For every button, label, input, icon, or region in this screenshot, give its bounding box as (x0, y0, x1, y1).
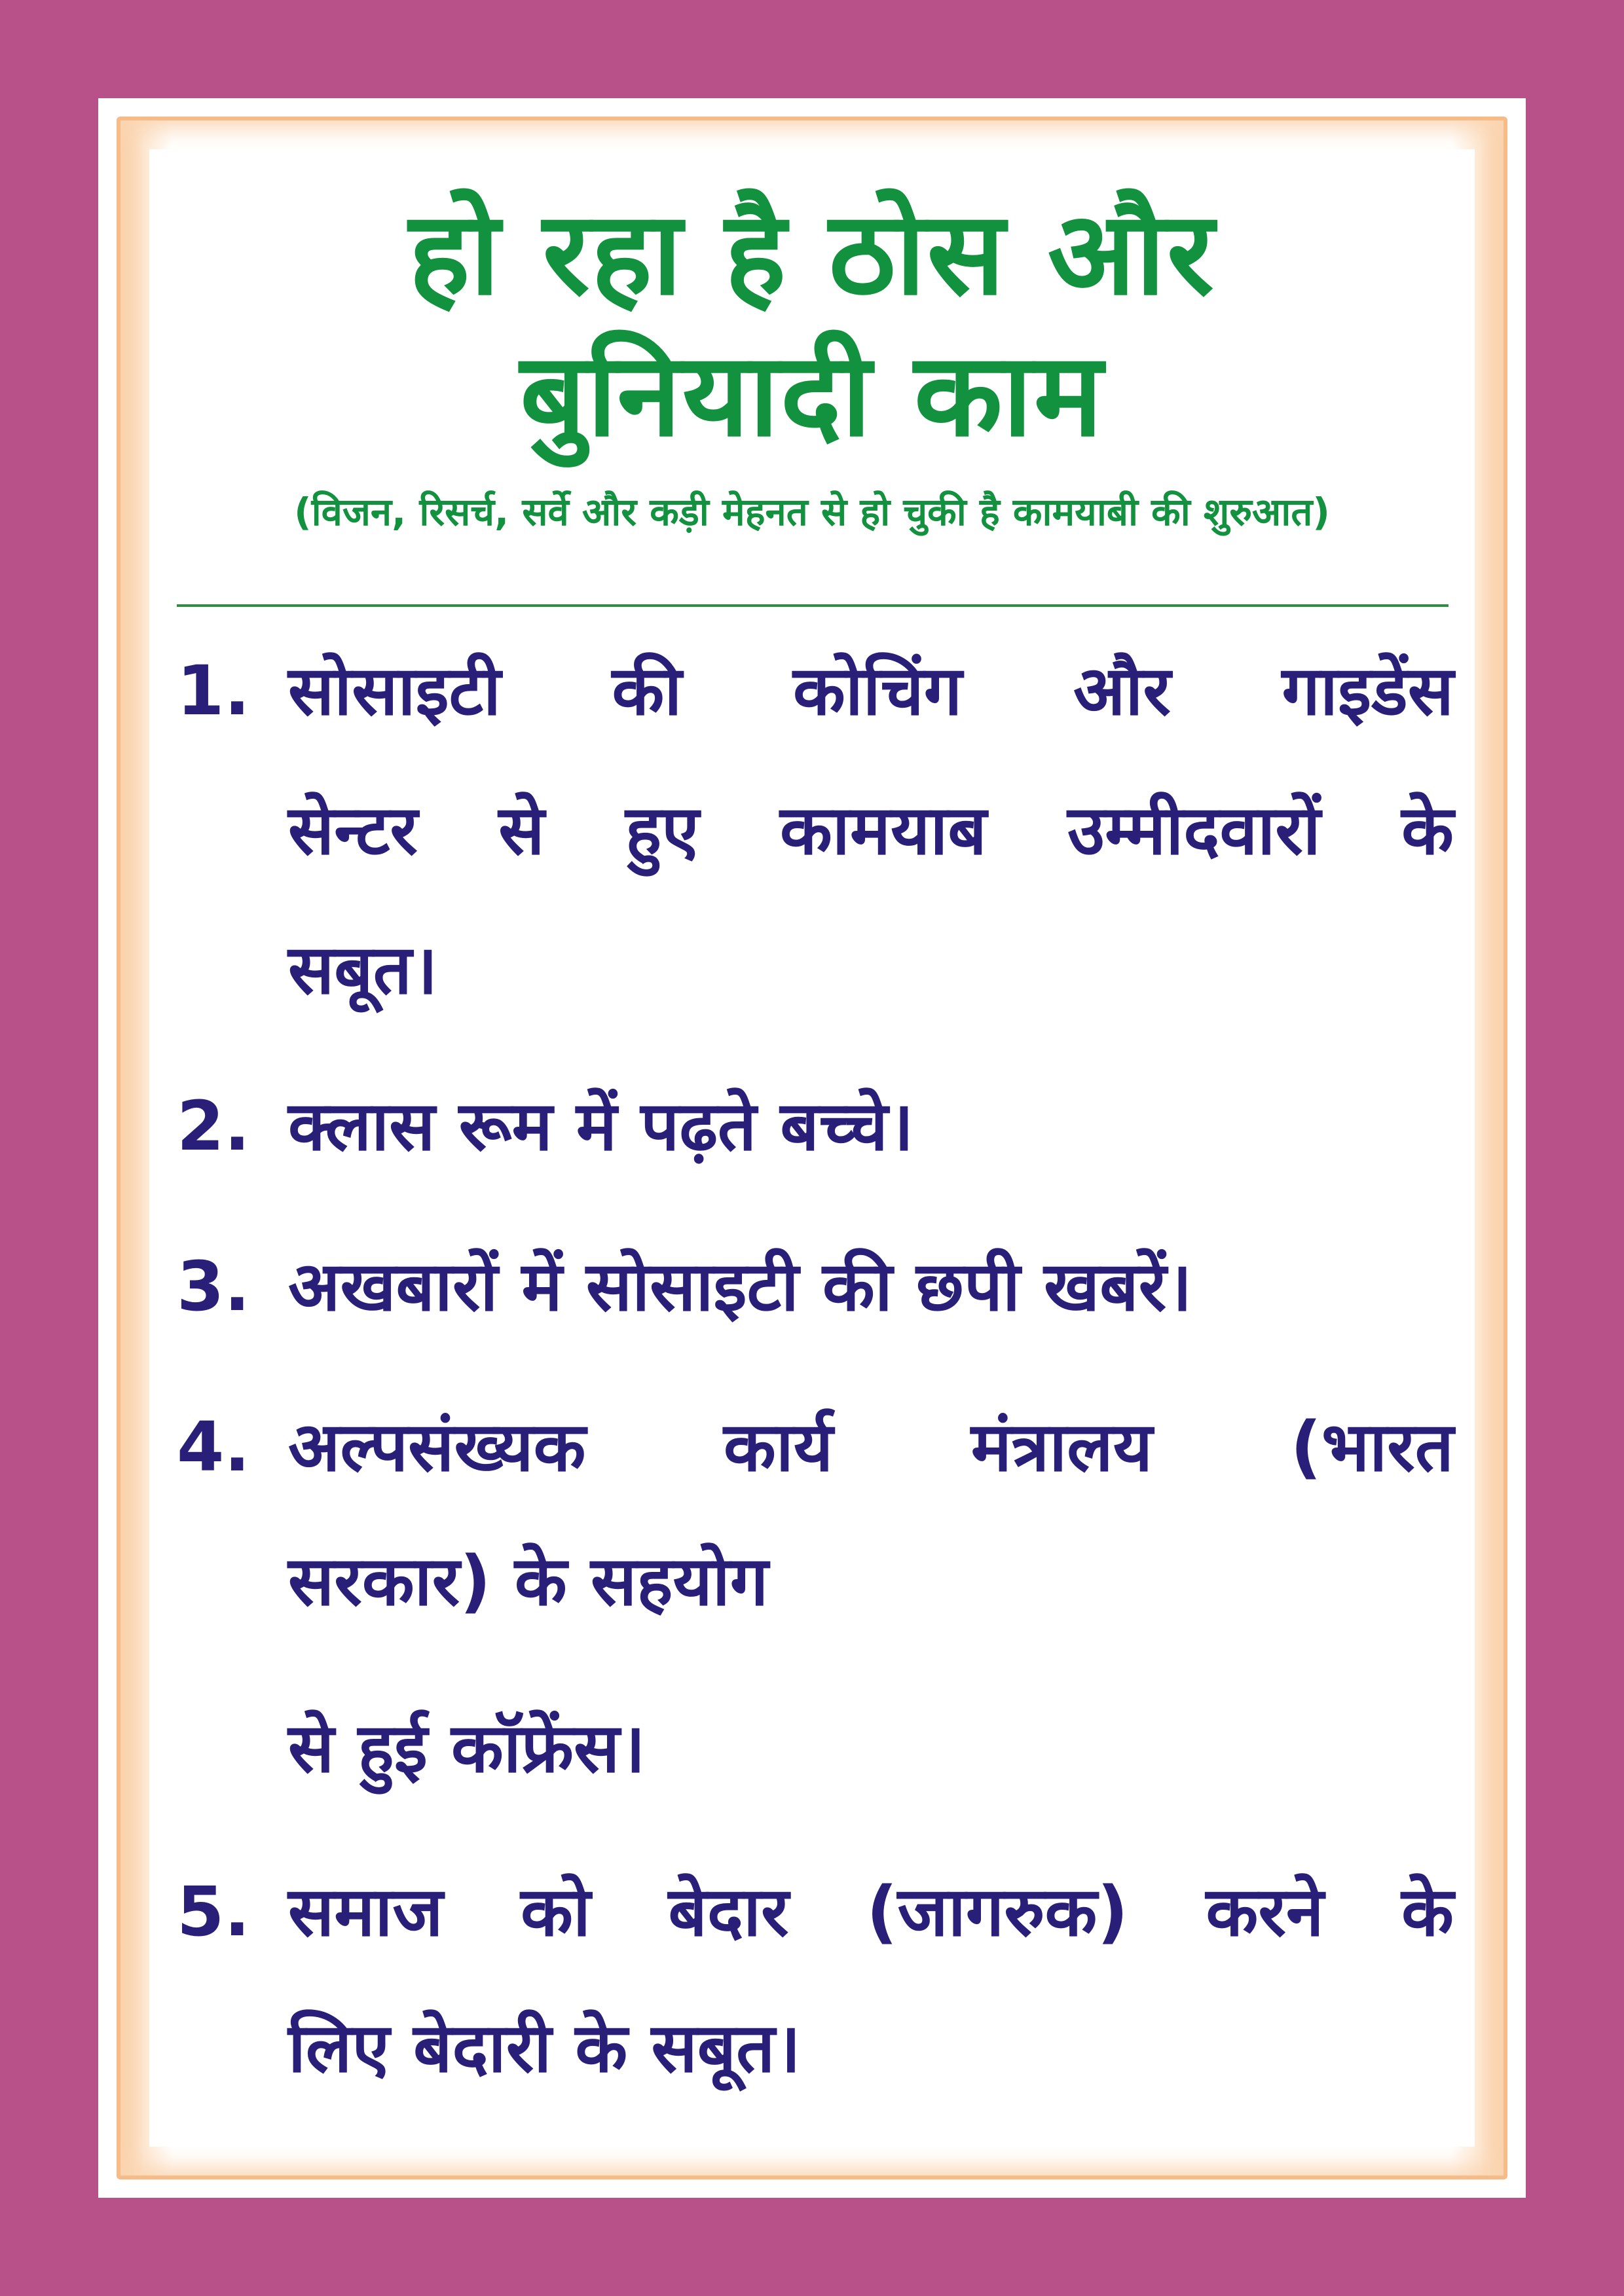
item-4-number: 4. (177, 1407, 250, 1487)
item-1-line-3: सबूत। (288, 930, 438, 1010)
item-4-line-1: अल्पसंख्यक कार्य मंत्रालय (भारत (288, 1407, 1454, 1487)
item-5-line-1: समाज को बेदार (जागरुक) करने के (288, 1872, 1454, 1952)
item-4-line-2: सरकार) के सहयोग (288, 1541, 769, 1621)
item-2-number: 2. (177, 1086, 250, 1166)
item-4-line-3: से हुई कॉफ्रेंस। (288, 1708, 646, 1788)
item-1-number: 1. (177, 651, 250, 731)
subtitle: (विजन, रिसर्च, सर्वे और कड़ी मेहनत से हो चुकी है कामयाबी की शुरुआत) (294, 490, 1330, 534)
item-2-line-1: क्लास रूम में पढ़ते बच्चे। (288, 1086, 914, 1166)
title-line-2: बुनियादी काम (520, 328, 1104, 462)
item-3-number: 3. (177, 1247, 250, 1326)
item-3-line-1: अखबारों में सोसाइटी की छपी खबरें। (288, 1247, 1192, 1326)
item-1-line-2: सेन्टर से हुए कामयाब उम्मीदवारों के (288, 790, 1454, 870)
poster-content (149, 149, 1475, 2147)
divider-rule (177, 604, 1449, 607)
title-line-1: हो रहा है ठोस और (409, 187, 1215, 321)
item-5-number: 5. (177, 1872, 250, 1952)
item-5-line-2: लिए बेदारी के सबूत। (288, 2008, 801, 2088)
item-1-line-1: सोसाइटी की कोचिंग और गाइडेंस (288, 651, 1454, 731)
